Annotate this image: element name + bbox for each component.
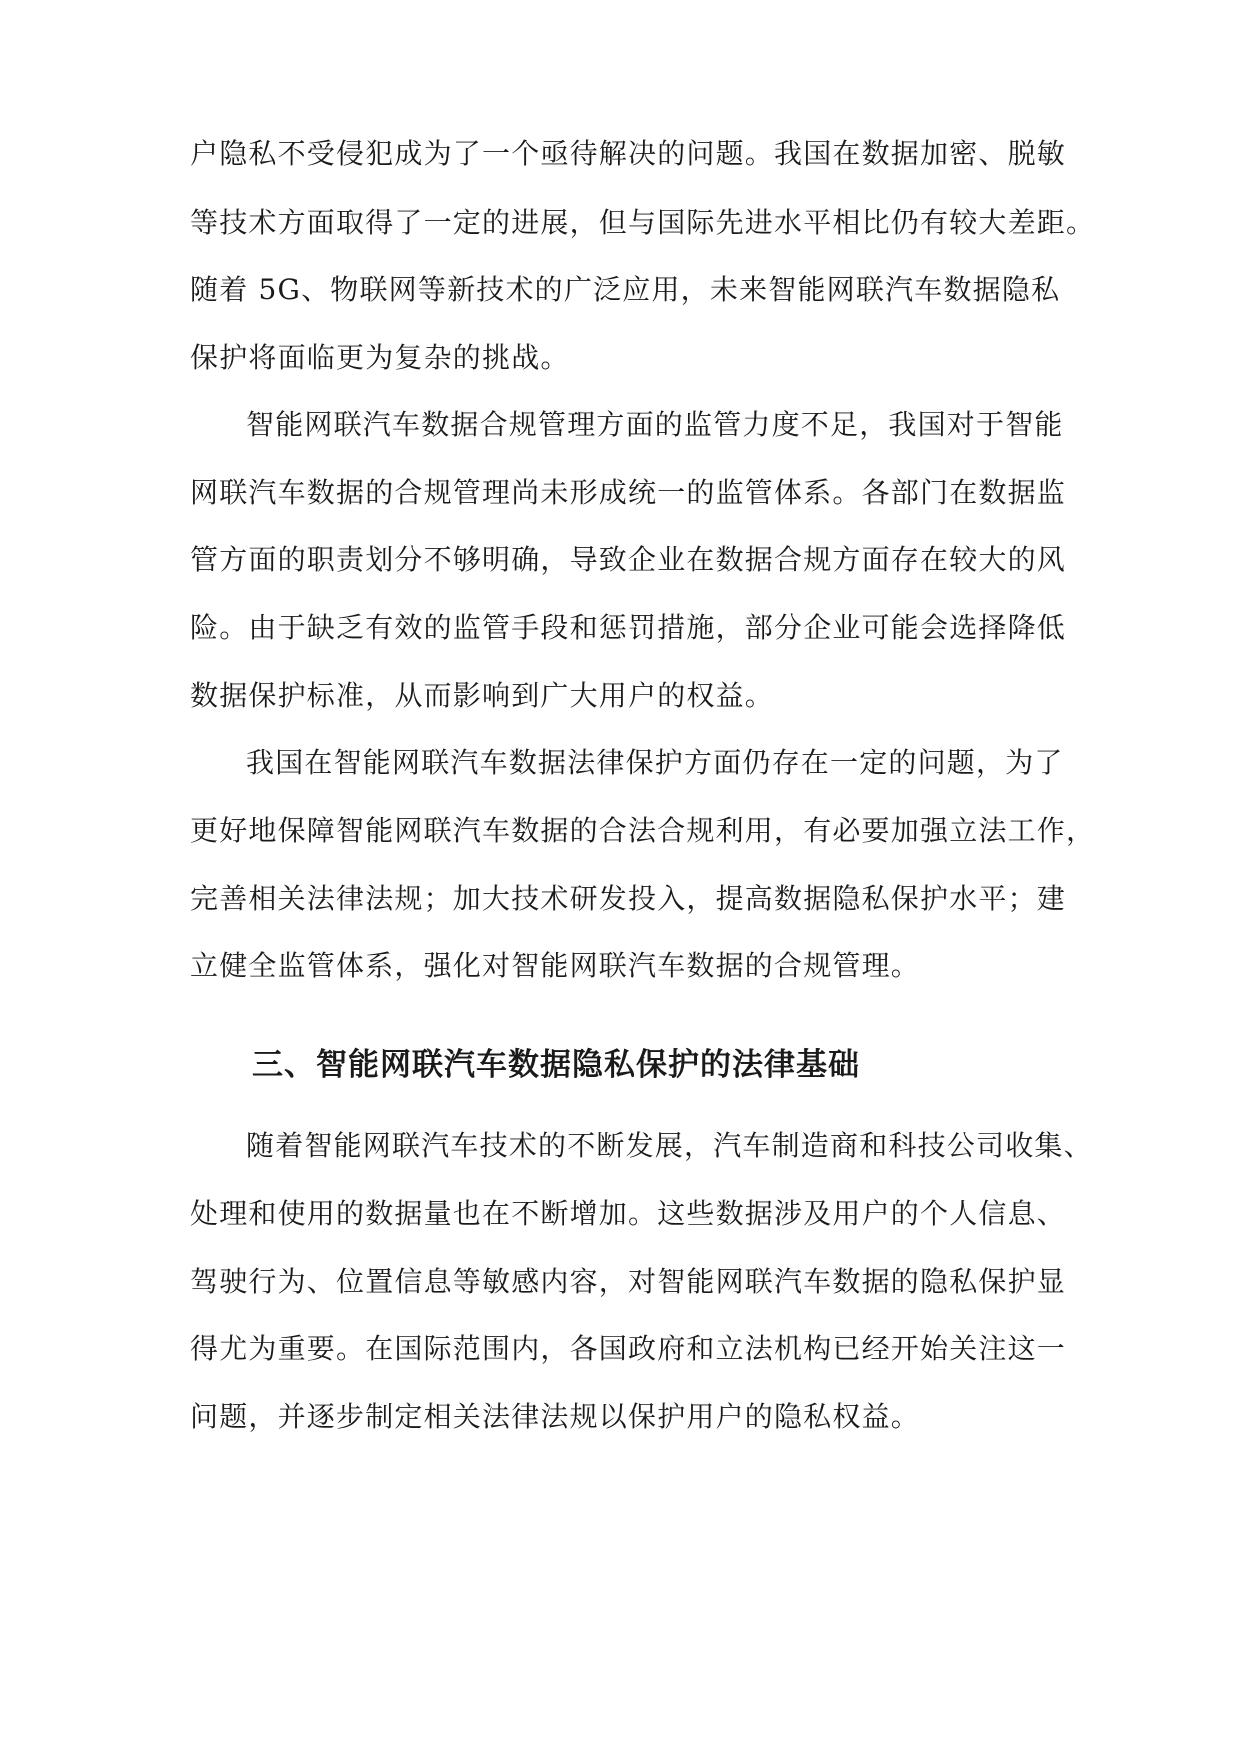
text-line: 驾驶行为、位置信息等敏感内容，对智能网联汽车数据的隐私保护显 [190,1265,1067,1298]
text-line: 保护将面临更为复杂的挑战。 [190,341,570,374]
text-line: 我国在智能网联汽车数据法律保护方面仍存在一定的问题，为了 [246,746,1064,779]
text-line: 随着智能网联汽车技术的不断发展，汽车制造商和科技公司收集、 [246,1129,1093,1162]
text-line: 完善相关法律法规；加大技术研发投入，提高数据隐私保护水平；建 [190,882,1067,915]
text-line: 管方面的职责划分不够明确，导致企业在数据合规方面存在较大的风 [190,543,1067,576]
section-heading: 三、智能网联汽车数据隐私保护的法律基础 [252,1047,860,1083]
text-line: 得尤为重要。在国际范围内，各国政府和立法机构已经开始关注这一 [190,1332,1067,1365]
text-line: 问题，并逐步制定相关法律法规以保护用户的隐私权益。 [190,1400,921,1433]
text-line: 智能网联汽车数据合规管理方面的监管力度不足，我国对于智能 [246,408,1064,441]
text-line: 随着 5G、物联网等新技术的广泛应用，未来智能网联汽车数据隐私 [190,273,1061,306]
text-line: 网联汽车数据的合规管理尚未形成统一的监管体系。各部门在数据监 [190,476,1067,509]
text-line: 数据保护标准，从而影响到广大用户的权益。 [190,679,775,712]
text-line: 更好地保障智能网联汽车数据的合法合规利用，有必要加强立法工作， [190,814,1096,847]
text-line: 立健全监管体系，强化对智能网联汽车数据的合规管理。 [190,949,921,982]
text-line: 处理和使用的数据量也在不断增加。这些数据涉及用户的个人信息、 [190,1197,1067,1230]
text-line: 户隐私不受侵犯成为了一个亟待解决的问题。我国在数据加密、脱敏 [190,137,1067,170]
text-line: 险。由于缺乏有效的监管手段和惩罚措施，部分企业可能会选择降低 [190,611,1067,644]
text-line: 等技术方面取得了一定的进展，但与国际先进水平相比仍有较大差距。 [190,206,1096,239]
